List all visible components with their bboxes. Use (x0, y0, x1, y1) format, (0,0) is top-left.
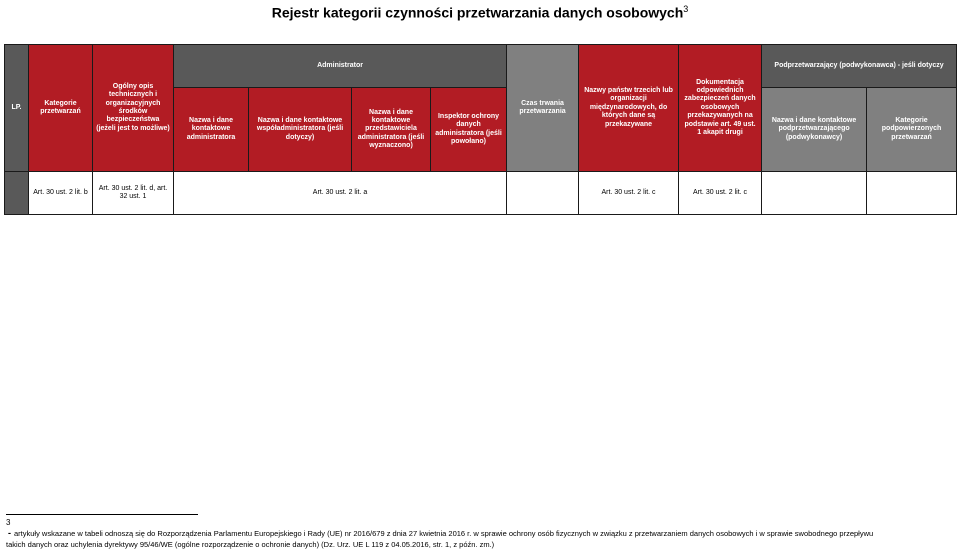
footnote-line-2: takich danych oraz uchylenia dyrektywy 95/46/WE (ogólne rozporządzenie o ochronie danych) (Dz. Urz. UE L 119 z 04.05.2016, str. 1, z późn. zm.) (6, 539, 495, 549)
header-administrator-nazwa: Nazwa i dane kontaktowe administratora (174, 88, 249, 172)
header-row-1 (5, 45, 957, 88)
cell-podprzetwarzajacy-kategorie (867, 172, 957, 215)
header-ogolny-opis: Ogólny opis technicznych i organizacyjnych środków bezpieczeństwa (jeżeli jest to możliwe) (93, 45, 174, 172)
cell-kategorie: Art. 30 ust. 2 lit. b (29, 172, 93, 215)
header-administrator-group: Administrator (174, 45, 507, 88)
cell-czas (507, 172, 579, 215)
table-row (5, 172, 957, 215)
footnote-separator (6, 514, 198, 515)
header-przedstawiciel: Nazwa i dane kontaktowe przedstawiciela administratora (jeśli wyznaczono) (352, 88, 431, 172)
footnote-reference: 3 (683, 4, 689, 14)
cell-ogolny-opis: Art. 30 ust. 2 lit. d, art. 32 ust. 1 (93, 172, 174, 215)
header-wspoladministrator: Nazwa i dane kontaktowe współadministratora (jeśli dotyczy) (249, 88, 352, 172)
header-kategorie-przetwarzan: Kategorie przetwarzań (29, 45, 93, 172)
header-podprzetwarzajacy-nazwa: Nazwa i dane kontaktowe podprzetwarzającego (podwykonawcy) (762, 88, 867, 172)
cell-dokumentacja: Art. 30 ust. 2 lit. c (679, 172, 762, 215)
header-panstwa-trzecie: Nazwy państw trzecich lub organizacji międzynarodowych, do których dane są przekazywane (579, 45, 679, 172)
header-inspektor-ochrony-danych: Inspektor ochrony danych administratora (jeśli powołano) (431, 88, 507, 172)
cell-lp (5, 172, 29, 215)
header-podprzetwarzajacy-group: Podprzetwarzający (podwykonawca) - jeśli dotyczy (762, 45, 957, 88)
footnote-line-1: artykuły wskazane w tabeli odnoszą się do Rozporządzenia Parlamentu Europejskiego i Rady (UE) nr 2016/679 z dnia 27 kwietnia 2016 r. w sprawie ochrony osób fizycznych w związku z przetwarzaniem danych osobowych i w sprawie swobodnego przepływu (14, 529, 874, 538)
header-podprzetwarzajacy-kategorie: Kategorie podpowierzonych przetwarzań (867, 88, 957, 172)
header-dokumentacja: Dokumentacja odpowiednich zabezpieczeń danych osobowych przekazywanych na podstawie art. 49 ust. 1 akapit drugi (679, 45, 762, 172)
document-title (0, 4, 960, 21)
footnote-text (6, 527, 956, 550)
footnote-dash: - (8, 528, 11, 538)
register-table (4, 44, 957, 215)
footnote-number: 3 (6, 518, 11, 527)
header-lp: LP. (5, 45, 29, 172)
cell-podprzetwarzajacy-nazwa (762, 172, 867, 215)
cell-administrator: Art. 30 ust. 2 lit. a (174, 172, 507, 215)
document-title-text: Rejestr kategorii czynności przetwarzania danych osobowych (271, 4, 684, 21)
cell-panstwa: Art. 30 ust. 2 lit. c (579, 172, 679, 215)
header-czas-trwania: Czas trwania przetwarzania (507, 45, 579, 172)
